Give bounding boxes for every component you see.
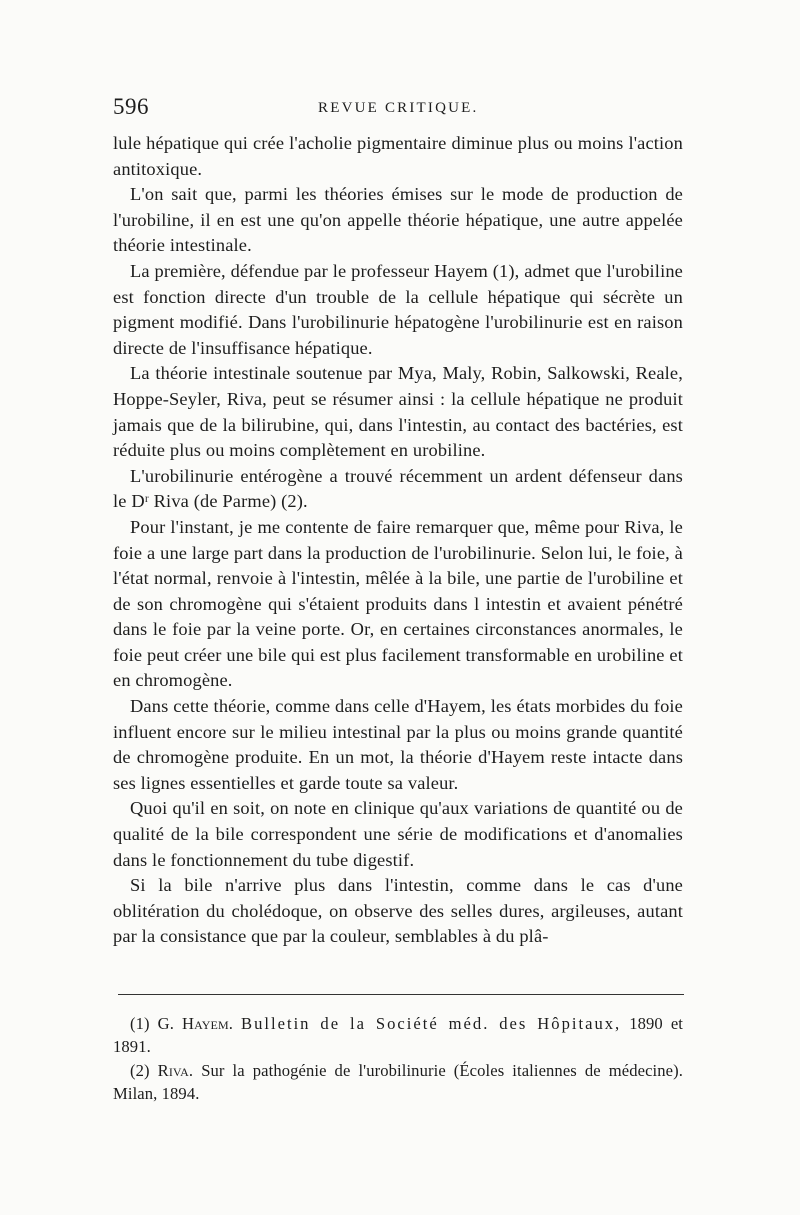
footnote-marker: (2) [130, 1060, 150, 1080]
paragraph-7: Dans cette théorie, comme dans celle d'Hayem, les états morbides du foie influent encore sur le milieu intestinal par la plus ou moins grande quantité de chromogène produite. En un mot, la théorie d'Hayem reste intacte dans ses lignes essentielles et garde toute sa valeur. [113, 696, 683, 793]
footnote-1 [113, 1012, 683, 1059]
paragraph-5: L'urobilinurie entérogène a trouvé récemment un ardent défenseur dans le Dʳ Riva (de Parme) (2). [113, 465, 683, 512]
paragraph-2: L'on sait que, parmi les théories émises sur le mode de production de l'urobiline, il en est une qu'on appelle théorie hépatique, une autre appelée théorie intestinale. [113, 184, 683, 256]
running-title: REVUE CRITIQUE. [318, 100, 479, 116]
page-header [113, 94, 683, 128]
footnote-author: Riva. [157, 1060, 194, 1080]
footnotes [113, 1012, 683, 1106]
footnote-title: Bulletin de la Société méd. des Hôpitaux, [241, 1014, 622, 1033]
paragraph-9: Si la bile n'arrive plus dans l'intestin, comme dans le cas d'une oblitération du cholédoque, on observe des selles dures, argileuses, autant par la consistance que par la couleur, semblables à du plâ- [113, 875, 683, 947]
footnote-author: Hayem. [182, 1014, 233, 1033]
paragraph-3: La première, défendue par le professeur Hayem (1), admet que l'urobiline est fonction directe d'un trouble de la cellule hépatique qui sécrète un pigment modifié. Dans l'urobilinurie hépatogène l'urobilinurie est en raison directe de l'insuffisance hépatique. [113, 260, 683, 358]
paragraph-6: Pour l'instant, je me contente de faire remarquer que, même pour Riva, le foie a une large part dans la production de l'urobilinurie. Selon lui, le foie, à l'état normal, renvoie à l'intestin, mêlée à la bile, une partie de l'urobiline et de son chromogène qui s'étaient produits dans l intestin et avaient pénétré dans le foie par la veine porte. Or, en certaines circonstances anormales, le foie peut créer une bile qui est plus facilement transformable en urobiline et en chromogène. [113, 516, 683, 691]
paragraph-8: Quoi qu'il en soit, on note en clinique qu'aux variations de quantité ou de qualité de la bile correspondent une série de modifications et d'anomalies dans le fonctionnement du tube digestif. [113, 798, 683, 870]
footnote-marker: (1) [130, 1014, 150, 1033]
footnote-initial: G. [157, 1014, 175, 1033]
footnote-2 [113, 1059, 683, 1106]
footnote-text: 1890 et 1891. [113, 1014, 683, 1057]
footnote-text: Sur la pathogénie de l'urobilinurie (Écoles italiennes de médecine). Milan, 1894. [113, 1060, 683, 1104]
footnote-divider [118, 994, 684, 995]
paragraph-4: La théorie intestinale soutenue par Mya, Maly, Robin, Salkowski, Reale, Hoppe-Seyler, Riva, peut se résumer ainsi : la cellule hépatique ne produit jamais que de la bilirubine, qui, dans l'intestin, au contact des bactéries, est réduite plus ou moins complètement en urobiline. [113, 363, 683, 461]
page-number: 596 [113, 94, 149, 119]
paragraph-1: lule hépatique qui crée l'acholie pigmentaire diminue plus ou moins l'action antitoxique. [113, 133, 683, 179]
body-text [113, 131, 683, 950]
